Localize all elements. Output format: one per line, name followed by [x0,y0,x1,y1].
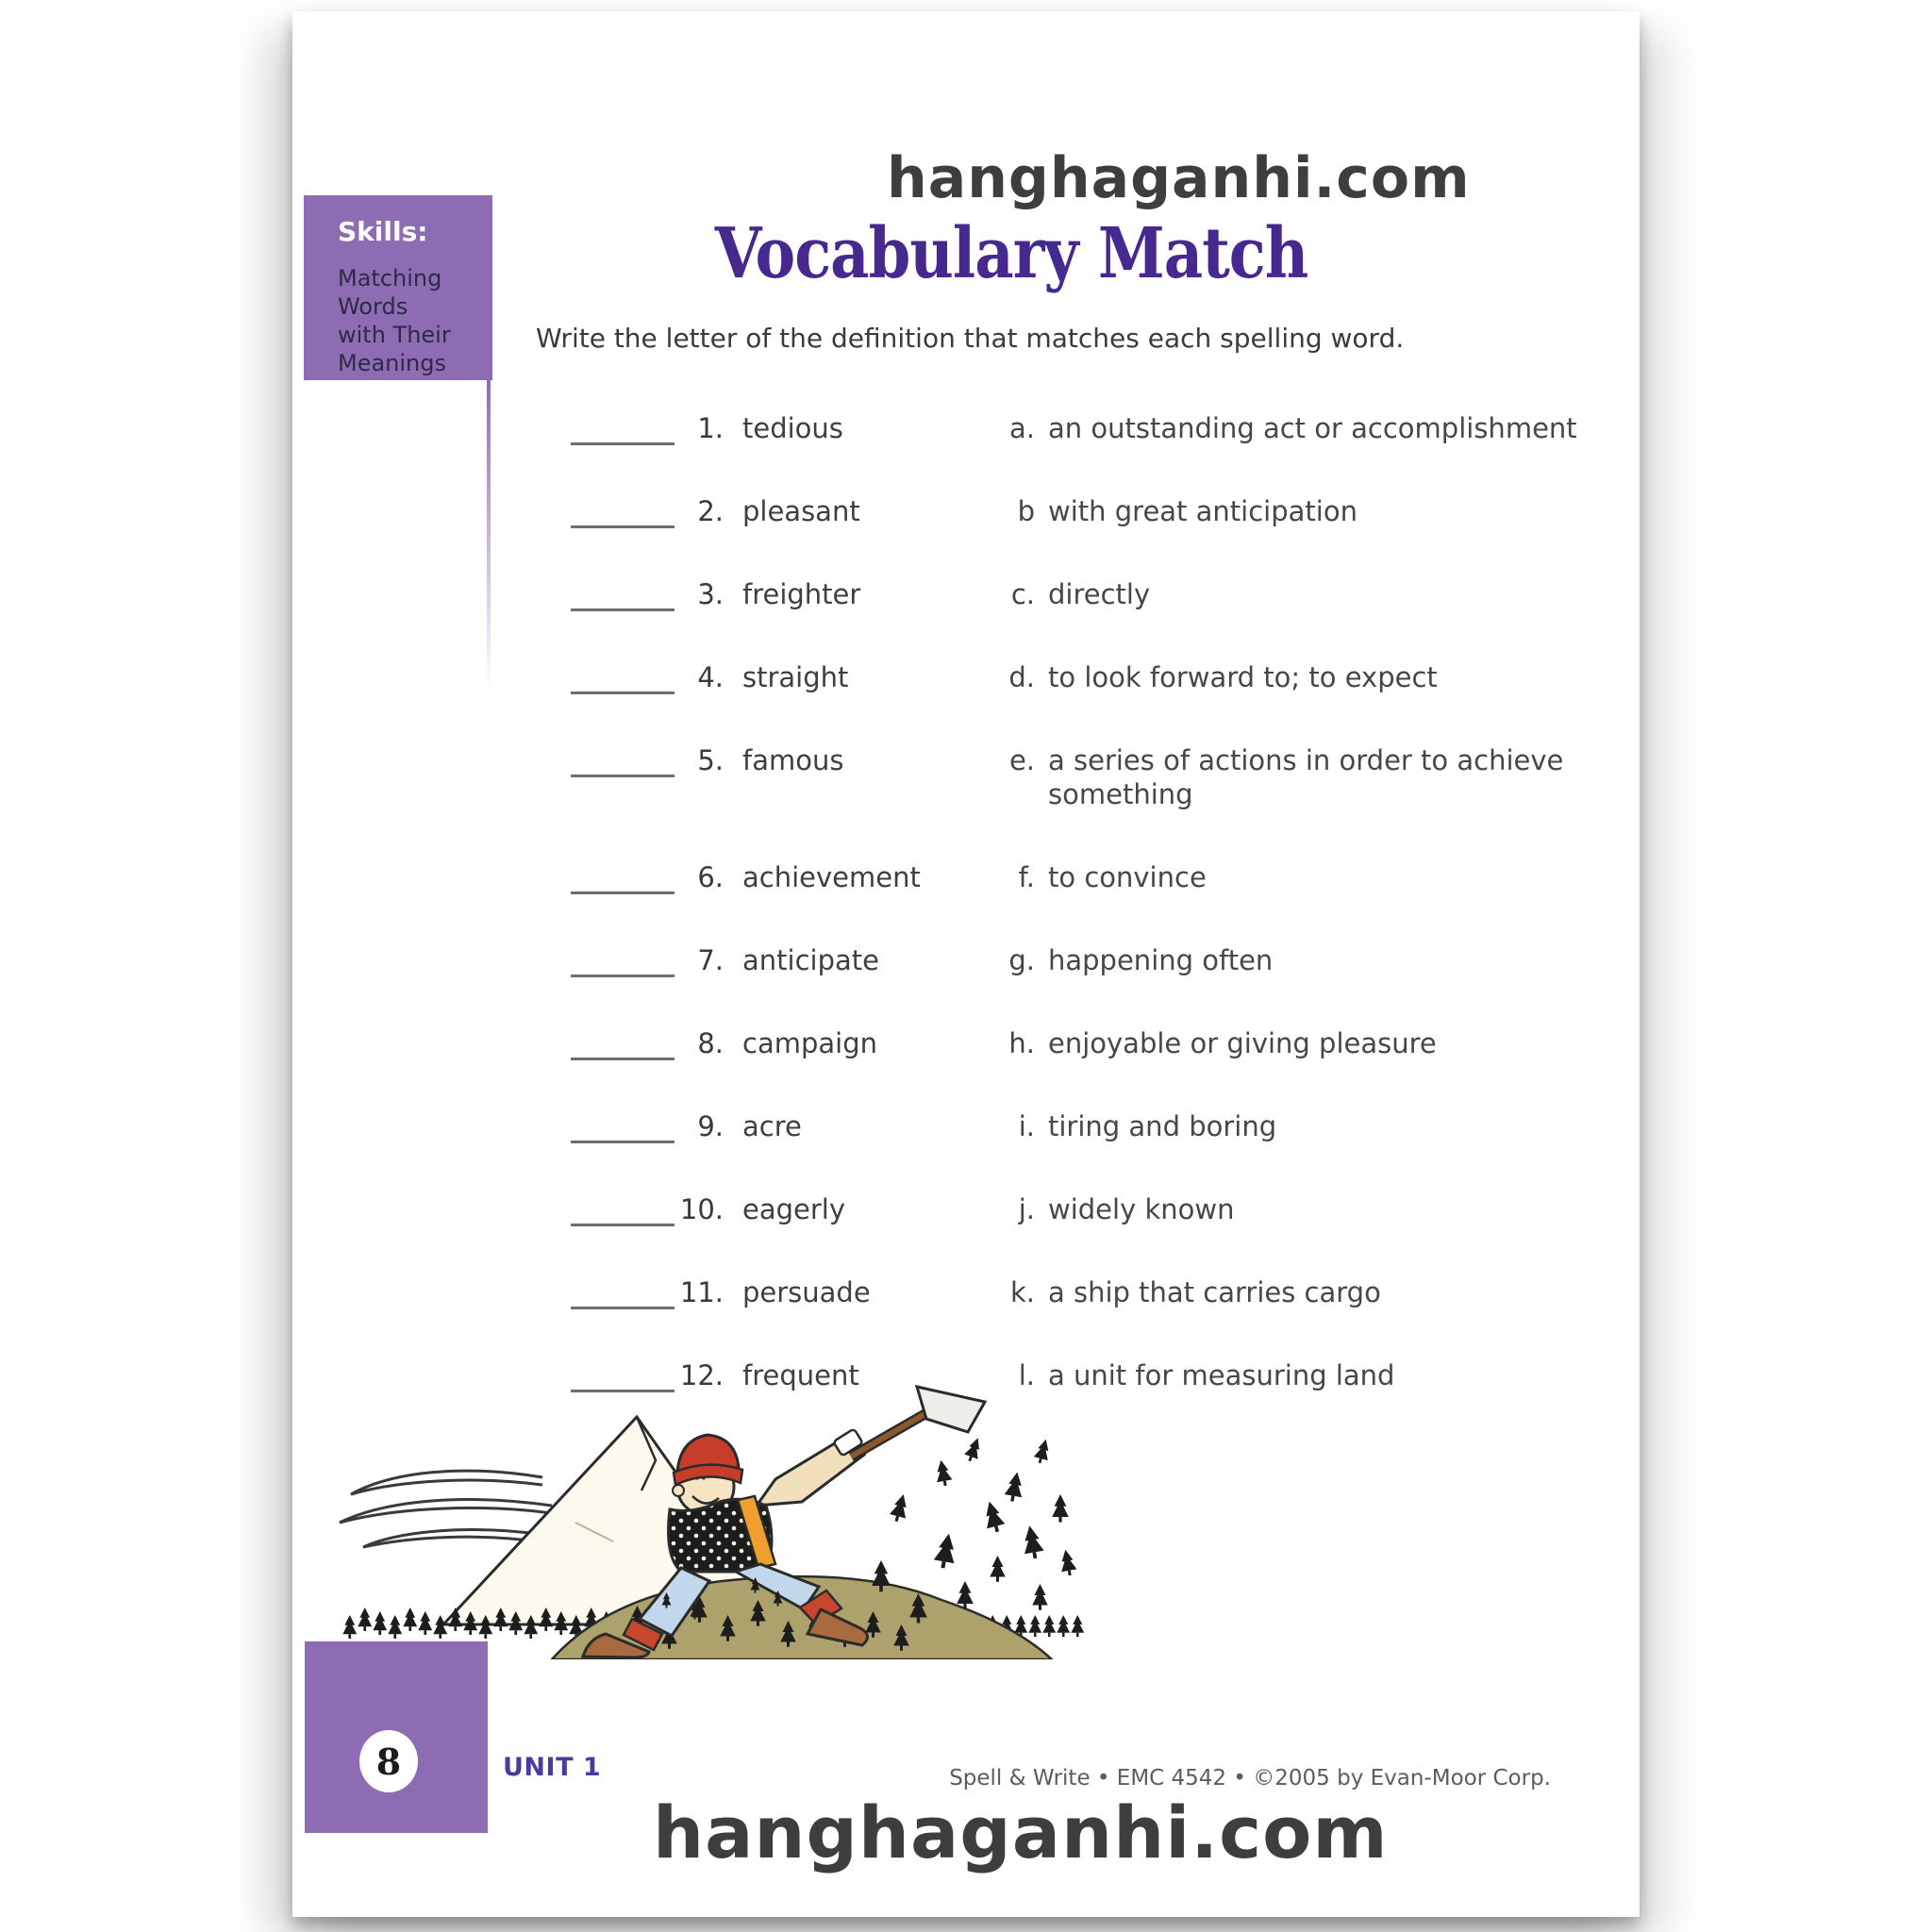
definition-letter: h. [1008,1027,1035,1059]
definition-text: tiring and boring [1048,1110,1277,1142]
word-number: 5. [697,744,724,776]
motion-lines-icon [340,1471,552,1547]
match-row [571,1192,1611,1226]
word-number: 7. [697,944,724,976]
spelling-word: campaign [742,1027,877,1059]
answer-blank[interactable] [571,1026,675,1060]
instructions-text: Write the letter of the definition that matches each spelling word. [536,323,1405,354]
spelling-word: acre [742,1110,802,1142]
definition-text: enjoyable or giving pleasure [1048,1027,1437,1059]
word-number: 10. [679,1193,724,1225]
answer-blank[interactable] [571,1275,675,1309]
spelling-word: persuade [742,1276,871,1308]
footer-accent-box [305,1641,488,1833]
definition-text: a unit for measuring land [1048,1359,1395,1391]
answer-blank[interactable] [571,1192,675,1226]
matching-exercise [571,411,1611,1441]
definition-letter: l. [1018,1359,1035,1391]
definition-text: to look forward to; to expect [1048,661,1438,693]
definition-text: with great anticipation [1048,495,1357,527]
spelling-word: eagerly [742,1193,846,1225]
match-row [571,743,1611,811]
spelling-word: freighter [742,578,861,610]
match-row [571,660,1611,694]
definition-letter: d. [1008,661,1035,693]
match-row [571,1026,1611,1060]
spelling-word: straight [742,661,849,693]
word-number: 2. [697,495,724,527]
match-row [571,1109,1611,1143]
word-number: 11. [679,1276,724,1308]
skills-line: Meanings [338,350,447,376]
word-number: 1. [697,412,724,444]
answer-blank[interactable] [571,860,675,894]
word-number: 8. [697,1027,724,1059]
match-row [571,943,1611,977]
skills-text [338,264,477,377]
match-row [571,1275,1611,1309]
spelling-word: anticipate [742,944,879,976]
answer-blank[interactable] [571,494,675,528]
definition-letter: c. [1010,578,1035,610]
definition-text: a series of actions in order to achieve something [1048,744,1564,810]
page-title: Vocabulary Match [714,213,1308,295]
spelling-word: tedious [742,412,843,444]
definition-text: widely known [1048,1193,1235,1225]
worksheet-page [292,11,1640,1917]
word-number: 4. [697,661,724,693]
word-number: 6. [697,861,724,893]
skills-line: with Their [338,322,451,348]
skills-line: Matching [338,265,442,291]
match-row [571,411,1611,445]
spelling-word: pleasant [742,495,860,527]
answer-blank[interactable] [571,1109,675,1143]
definition-letter: e. [1008,744,1035,776]
skills-box [304,195,492,380]
definition-text: to convince [1048,861,1207,893]
answer-blank[interactable] [571,943,675,977]
watermark-bottom: hanghaganhi.com [653,1790,1389,1874]
definition-letter: a. [1009,412,1035,444]
word-number: 12. [679,1359,724,1391]
answer-blank[interactable] [571,743,675,777]
definition-letter: j. [1018,1193,1035,1225]
definition-text: happening often [1048,944,1274,976]
definition-text: an outstanding act or accomplishment [1048,412,1577,444]
word-number: 3. [697,578,724,610]
skills-line: Words [338,293,408,320]
skills-divider-line [487,380,491,691]
copyright-credit: Spell & Write • EMC 4542 • ©2005 by Evan-Moor Corp. [949,1766,1551,1790]
definition-text: a ship that carries cargo [1048,1276,1381,1308]
spelling-word: achievement [742,861,921,893]
answer-blank[interactable] [571,577,675,611]
answer-blank[interactable] [571,411,675,445]
definition-letter: b [1017,495,1035,527]
match-row [571,577,1611,611]
unit-label: UNIT 1 [503,1753,602,1782]
page-number-badge: 8 [359,1730,418,1792]
definition-text: directly [1048,578,1151,610]
lumberjack-illustration [330,1381,1085,1659]
spelling-word: famous [742,744,844,776]
answer-blank[interactable] [571,660,675,694]
definition-letter: i. [1018,1110,1035,1142]
word-number: 9. [697,1110,724,1142]
definition-letter: f. [1018,861,1035,893]
match-row [571,494,1611,528]
watermark-top: hanghaganhi.com [887,145,1471,211]
spelling-word: frequent [742,1359,859,1391]
match-row [571,860,1611,894]
skills-heading: Skills: [338,216,428,247]
definition-letter: g. [1008,944,1035,976]
definition-letter: k. [1009,1276,1035,1308]
